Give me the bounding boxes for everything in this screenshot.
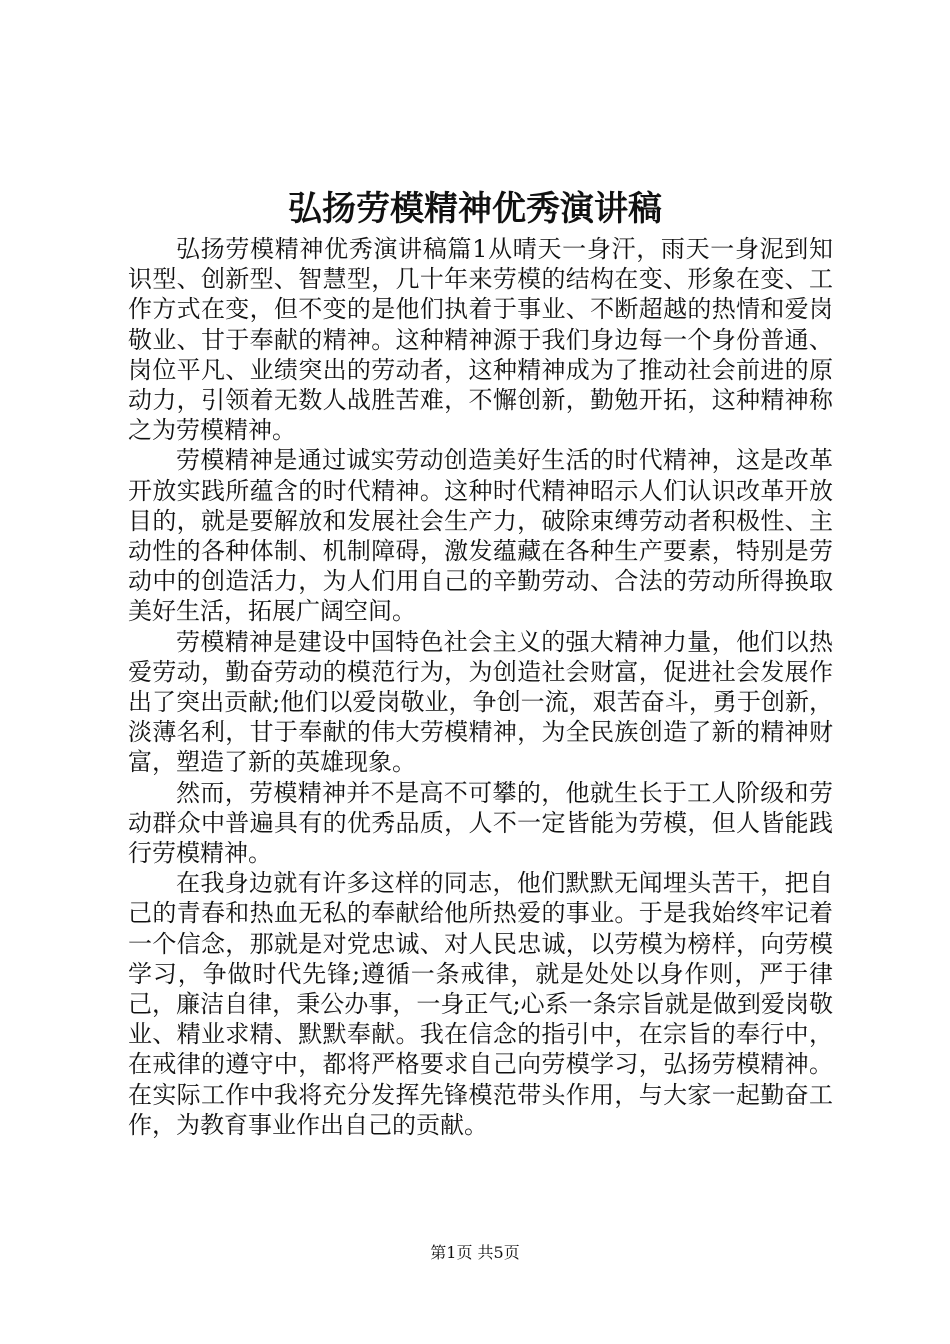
document-body	[128, 234, 833, 1140]
paragraph-3: 劳模精神是建设中国特色社会主义的强大精神力量，他们以热爱劳动，勤奋劳动的模范行为，为创造社会财富，促进社会发展作出了突出贡献;他们以爱岗敬业，争创一流，艰苦奋斗，勇于创新，淡薄名利，甘于奉献的伟大劳模精神，为全民族创造了新的精神财富，塑造了新的英雄现象。	[128, 627, 833, 777]
page-number-footer: 第1页 共5页	[430, 1243, 520, 1262]
paragraph-2: 劳模精神是通过诚实劳动创造美好生活的时代精神，这是改革开放实践所蕴含的时代精神。这种时代精神昭示人们认识改革开放目的，就是要解放和发展社会生产力，破除束缚劳动者积极性、主动性的各种体制、机制障碍，激发蕴藏在各种生产要素，特别是劳动中的创造活力，为人们用自己的辛勤劳动、合法的劳动所得换取美好生活，拓展广阔空间。	[128, 446, 833, 626]
paragraph-1: 弘扬劳模精神优秀演讲稿篇1从晴天一身汗，雨天一身泥到知识型、创新型、智慧型，几十年来劳模的结构在变、形象在变、工作方式在变，但不变的是他们执着于事业、不断超越的热情和爱岗敬业、甘于奉献的精神。这种精神源于我们身边每一个身份普通、岗位平凡、业绩突出的劳动者，这种精神成为了推动社会前进的原动力，引领着无数人战胜苦难，不懈创新，勤勉开拓，这种精神称之为劳模精神。	[128, 235, 833, 445]
paragraph-5: 在我身边就有许多这样的同志，他们默默无闻埋头苦干，把自己的青春和热血无私的奉献给他所热爱的事业。于是我始终牢记着一个信念，那就是对党忠诚、对人民忠诚，以劳模为榜样，向劳模学习，争做时代先锋;遵循一条戒律，就是处处以身作则，严于律己，廉洁自律，秉公办事，一身正气;心系一条宗旨就是做到爱岗敬业、精业求精、默默奉献。我在信念的指引中，在宗旨的奉行中，在戒律的遵守中，都将严格要求自己向劳模学习，弘扬劳模精神。在实际工作中我将充分发挥先锋模范带头作用，与大家一起勤奋工作，为教育事业作出自己的贡献。	[128, 869, 833, 1139]
document-title: 弘扬劳模精神优秀演讲稿	[288, 189, 662, 229]
paragraph-4: 然而，劳模精神并不是高不可攀的，他就生长于工人阶级和劳动群众中普遍具有的优秀品质，人不一定皆能为劳模，但人皆能践行劳模精神。	[128, 778, 833, 868]
